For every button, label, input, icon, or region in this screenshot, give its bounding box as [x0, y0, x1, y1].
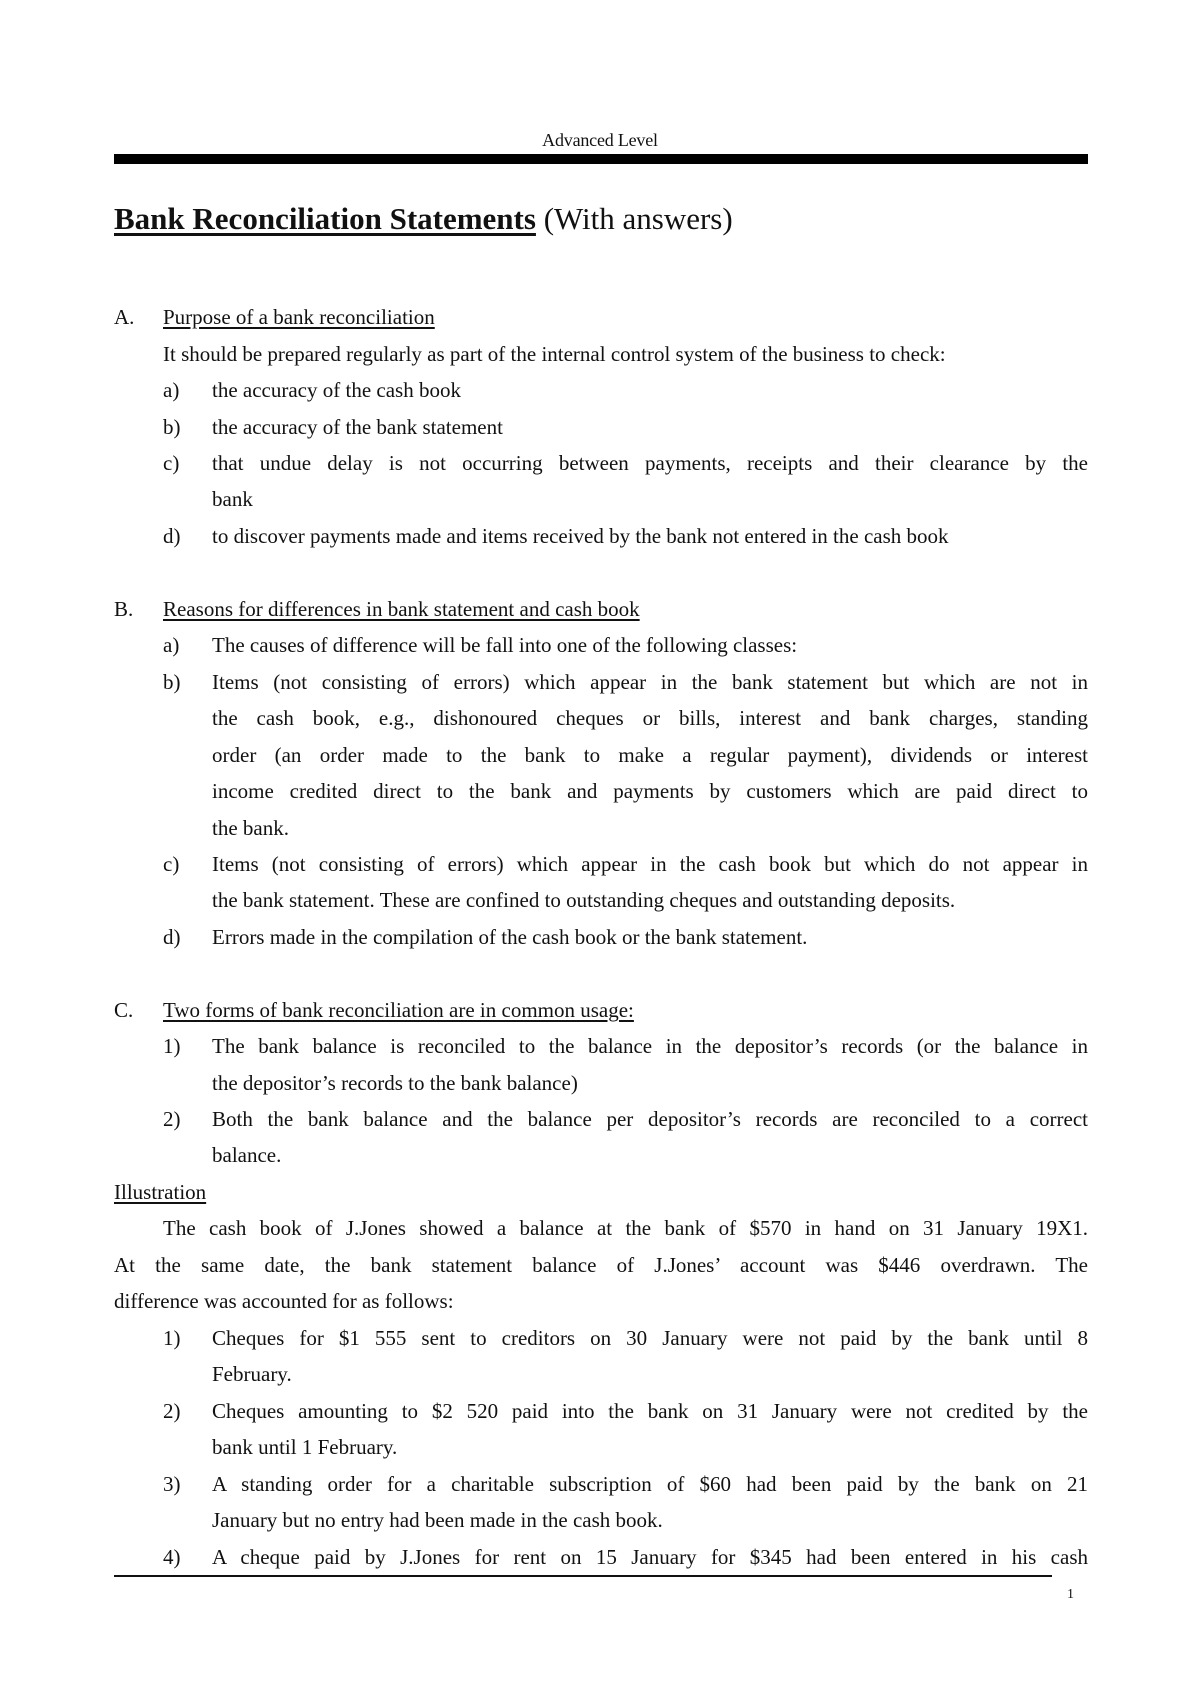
- list-item: 1) Cheques for $1 555 sent to creditors on 30 January were not paid by the bank until 8: [163, 1326, 1088, 1350]
- illustration-paragraph: The cash book of J.Jones showed a balance at the bank of $570 in hand on 31 January 19X1.: [163, 1216, 1088, 1240]
- list-item: 3) A standing order for a charitable subscription of $60 had been paid by the bank on 21: [163, 1472, 1088, 1496]
- list-item-continuation: bank until 1 February.: [212, 1435, 398, 1459]
- section-marker: A.: [114, 305, 135, 329]
- illustration-paragraph: At the same date, the bank statement balance of J.Jones’ account was $446 overdrawn. The: [114, 1253, 1088, 1277]
- section-marker: C.: [114, 998, 134, 1022]
- list-item-continuation: order (an order made to the bank to make a regular payment), dividends or interest: [212, 743, 1088, 767]
- section-a-heading-row: [114, 299, 1088, 335]
- list-item: 1) The bank balance is reconciled to the balance in the depositor’s records (or the balance in: [163, 1034, 1088, 1058]
- list-item: b) Items (not consisting of errors) which appear in the bank statement but which are not in: [163, 670, 1088, 694]
- list-item-continuation: January but no entry had been made in the cash book.: [212, 1508, 663, 1532]
- section-b-heading-row: [114, 591, 1088, 627]
- list-item: 2) Both the bank balance and the balance per depositor’s records are reconciled to a correct: [163, 1107, 1088, 1131]
- section-c-heading-row: [114, 992, 1088, 1028]
- page-number: 1: [1067, 1587, 1074, 1602]
- section-marker: B.: [114, 597, 134, 621]
- list-item: c) Items (not consisting of errors) which appear in the cash book but which do not appear in: [163, 852, 1088, 876]
- list-item: b) the accuracy of the bank statement: [163, 415, 503, 439]
- list-item: c) that undue delay is not occurring between payments, receipts and their clearance by the: [163, 451, 1088, 475]
- illustration-paragraph: difference was accounted for as follows:: [114, 1289, 454, 1313]
- title-suffix: (With answers): [535, 201, 733, 236]
- list-item-continuation: February.: [212, 1362, 292, 1386]
- section-heading: Purpose of a bank reconciliation: [163, 305, 435, 329]
- list-item: 4) A cheque paid by J.Jones for rent on 15 January for $345 had been entered in his cash: [163, 1545, 1088, 1569]
- list-item: a) the accuracy of the cash book: [163, 378, 461, 402]
- list-item-continuation: the depositor’s records to the bank balance): [212, 1071, 578, 1095]
- illustration-heading: Illustration: [114, 1180, 207, 1204]
- list-item: d) Errors made in the compilation of the cash book or the bank statement.: [163, 925, 808, 949]
- title-main: Bank Reconciliation Statements: [114, 201, 536, 236]
- list-item-continuation: the cash book, e.g., dishonoured cheques or bills, interest and bank charges, standing: [212, 706, 1088, 730]
- footer-rule: [114, 1575, 1052, 1577]
- list-item-continuation: the bank statement. These are confined to outstanding cheques and outstanding deposits.: [212, 888, 956, 912]
- list-item-continuation: bank: [212, 487, 253, 511]
- list-item-continuation: income credited direct to the bank and payments by customers which are paid direct to: [212, 779, 1088, 803]
- section-intro: It should be prepared regularly as part of the internal control system of the business to check:: [163, 342, 946, 366]
- list-item-continuation: balance.: [212, 1143, 282, 1167]
- running-header: Advanced Level: [542, 130, 658, 150]
- list-item-continuation: the bank.: [212, 816, 289, 840]
- section-heading: Reasons for differences in bank statement and cash book: [163, 597, 640, 621]
- header-rule: [114, 154, 1088, 164]
- page-title: [114, 201, 733, 237]
- list-item: 2) Cheques amounting to $2 520 paid into the bank on 31 January were not credited by the: [163, 1399, 1088, 1423]
- section-heading: Two forms of bank reconciliation are in common usage:: [163, 998, 634, 1022]
- list-item: d) to discover payments made and items received by the bank not entered in the cash book: [163, 524, 949, 548]
- list-item: a) The causes of difference will be fall into one of the following classes:: [163, 633, 798, 657]
